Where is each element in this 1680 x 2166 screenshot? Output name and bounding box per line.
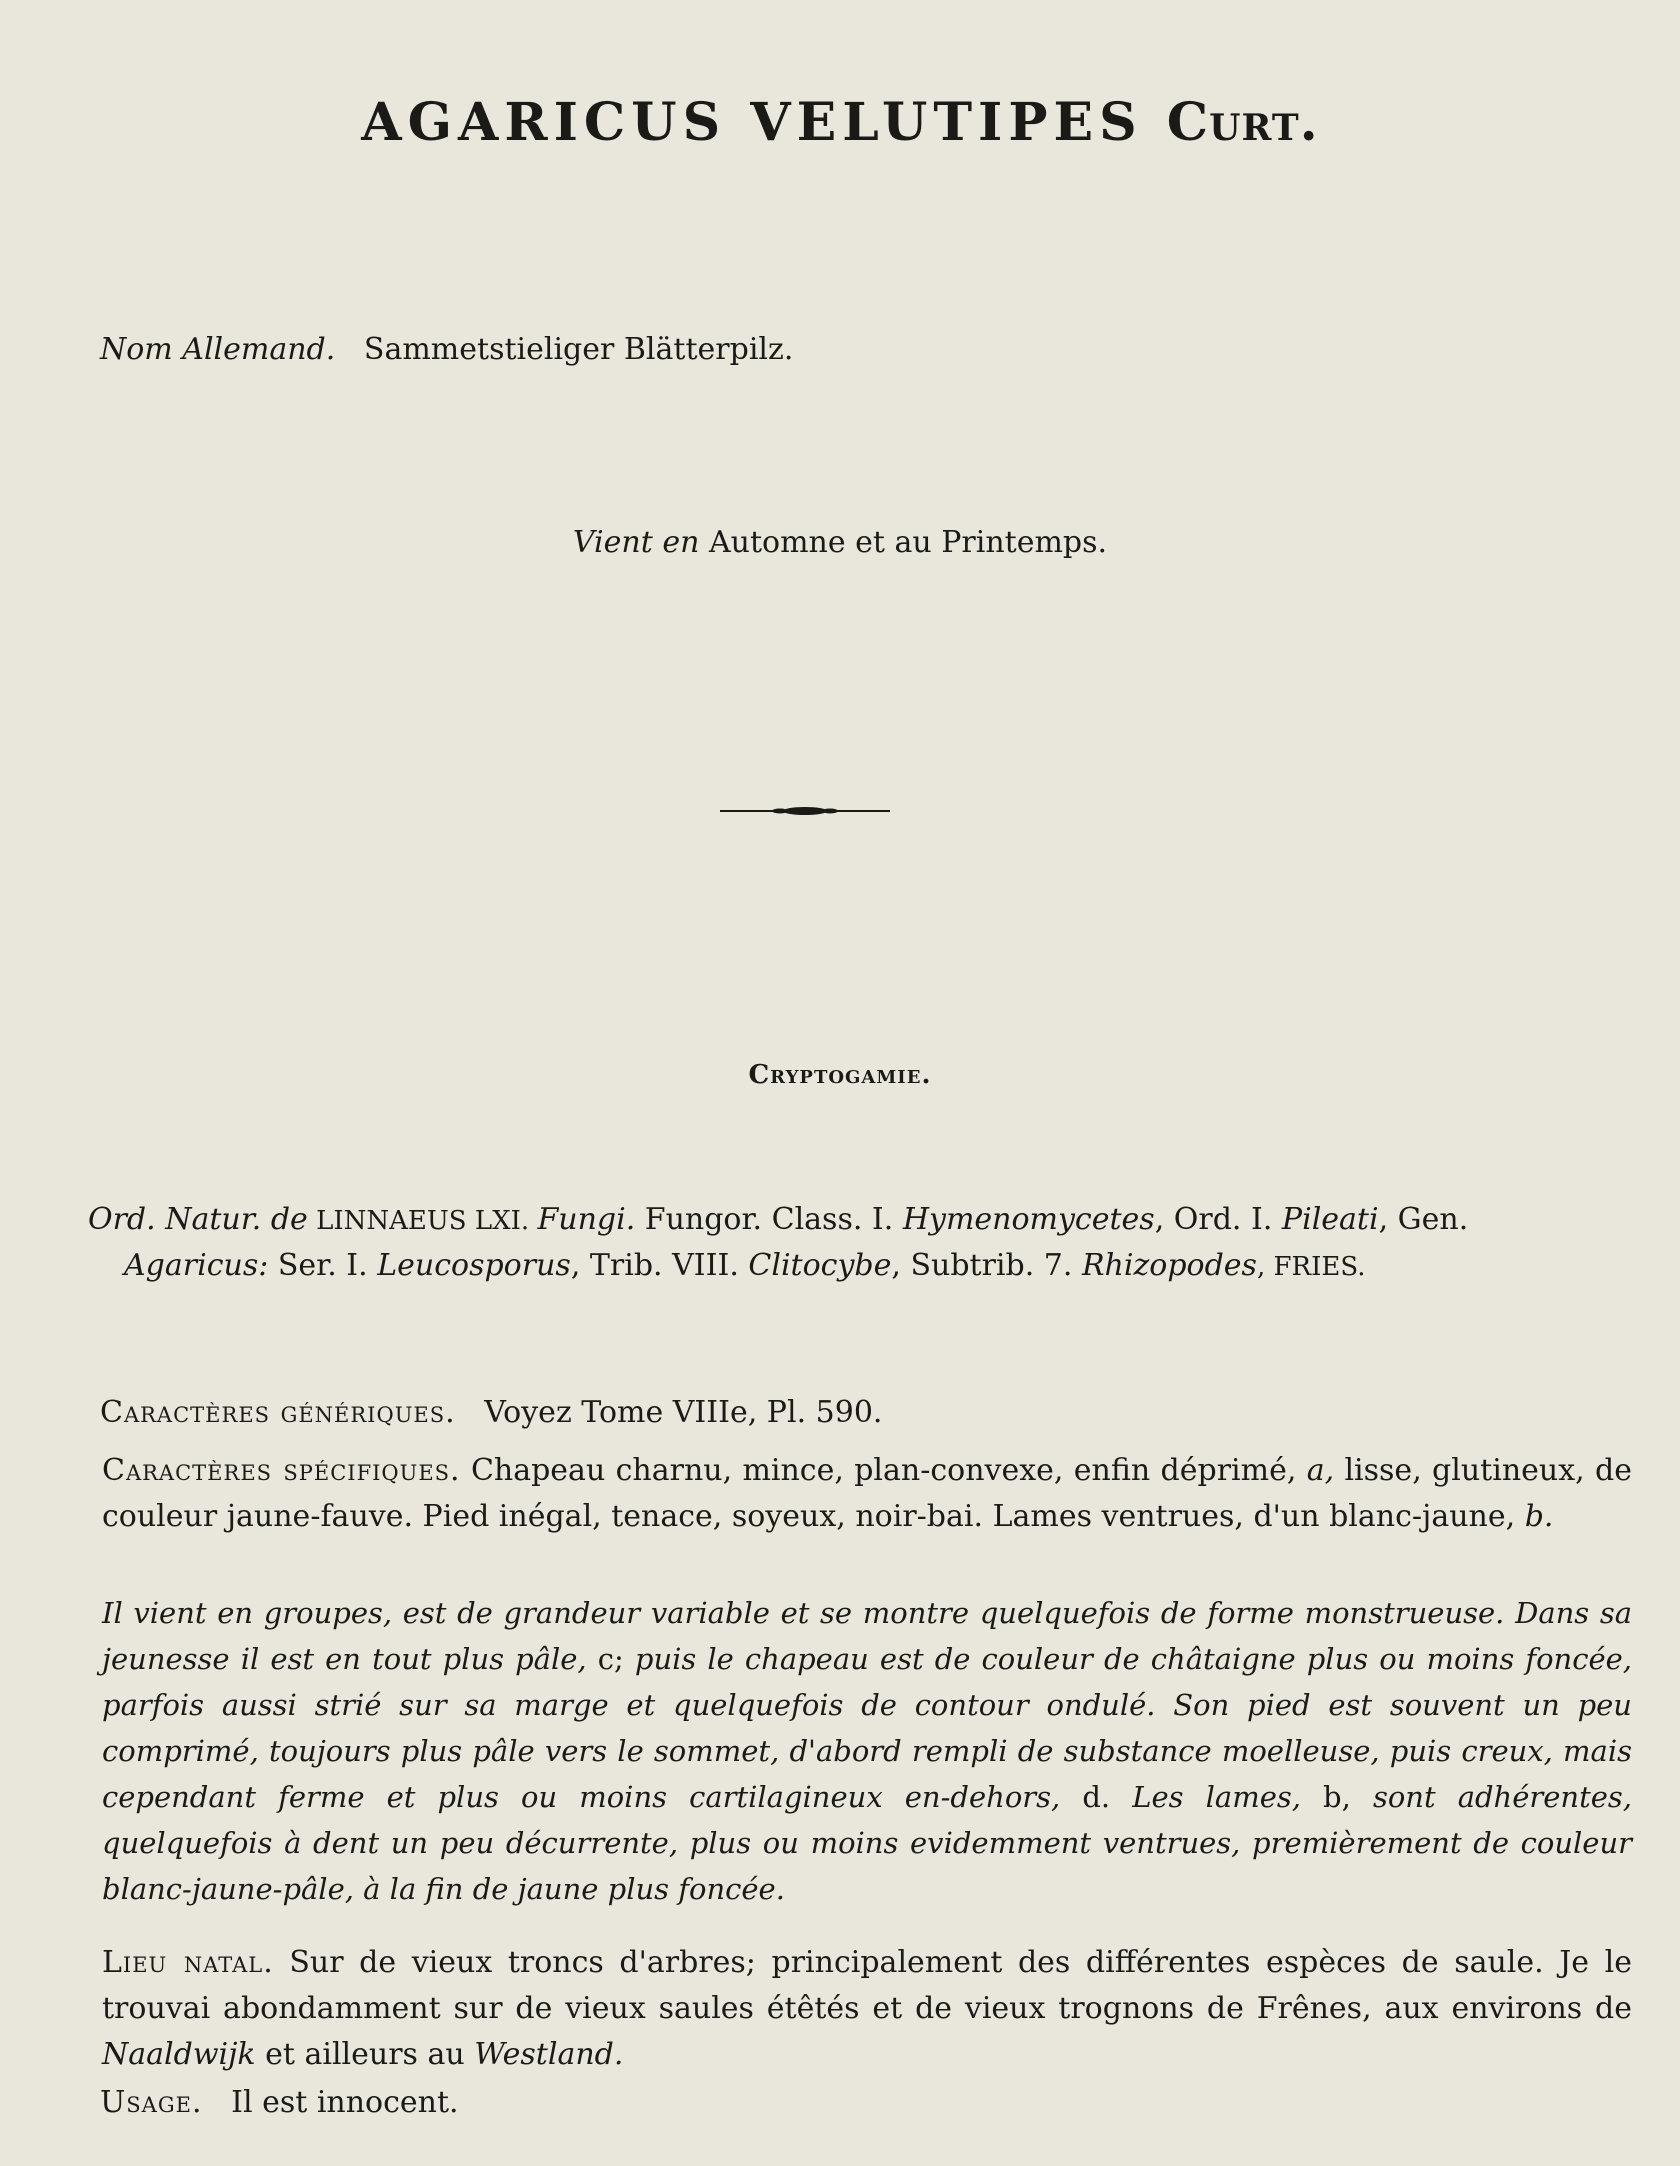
ornament-divider	[720, 802, 890, 820]
generic-characters-label: Caractères génériques.	[100, 1395, 456, 1430]
classification-line1-segment: Hymenomycetes	[902, 1202, 1155, 1237]
habitat-place-1: Naaldwijk	[102, 2037, 256, 2072]
figure-ref-c: c;	[597, 1642, 624, 1676]
specific-characters-text-1: Chapeau charnu, mince, plan-convexe, enfin déprimé,	[470, 1453, 1297, 1488]
section-heading: Cryptogamie.	[748, 1060, 932, 1090]
description-paragraph	[102, 1590, 1632, 1912]
classification-line2-segment: Ser. I.	[268, 1248, 378, 1283]
german-name-value: Sammetstieliger Blätterpilz.	[363, 332, 794, 367]
habitat-label: Lieu natal.	[102, 1945, 274, 1980]
specific-characters-text-2: lisse, glutineux, de couleur jaune-fauve. Pied inégal, tenace, soyeux, noir-bai. Lames ventrues, d'un blanc-jaune,	[102, 1453, 1632, 1534]
usage-text: Il est innocent.	[231, 2085, 459, 2120]
classification-line2-segment: , Subtrib. 7.	[891, 1248, 1082, 1283]
classification-line2-segment: Agaricus:	[124, 1248, 269, 1283]
season-line	[0, 525, 1680, 560]
habitat-text: Sur de vieux troncs d'arbres; principalement des différentes espèces de saule. Je le trouvai abondamment sur de vieux saules étêtés et de vieux trognons de Frênes, aux environs de	[102, 1945, 1633, 2026]
german-name-label: Nom Allemand.	[100, 332, 336, 367]
season-en: en	[662, 525, 700, 560]
classification-line1-segment: Fungor. Class. I.	[635, 1202, 903, 1237]
usage-label: Usage.	[100, 2085, 203, 2120]
habitat-place-2: Westland.	[474, 2037, 624, 2072]
description-p3b: sont adhérentes, quelquefois à dent un peu décurrente, plus ou moins evidemment ventrues, premièrement de couleur blanc-jaune-pâle, à la fin de jaune plus foncée.	[102, 1780, 1633, 1906]
classification-line1-segment: , Gen.	[1378, 1202, 1469, 1237]
description-p2b: puis le chapeau est de couleur de châtaigne plus ou moins foncée, parfois aussi strié sur sa marge et quelquefois de contour ondulé. Son pied est souvent un peu comprimé, toujours plus pâle vers le sommet, d'abord rempli de substance moelleuse, puis creux, mais cependant ferme et plus ou moins cartilagineux en-dehors,	[102, 1642, 1633, 1814]
page-title	[0, 92, 1680, 153]
classification-line2-segment: Rhizopodes	[1081, 1248, 1257, 1283]
description-p3a: Les lames,	[1132, 1780, 1301, 1814]
generic-characters-line	[100, 1395, 882, 1430]
classification-line2-segment: Leucosporus	[377, 1248, 571, 1283]
classification-line1-segment: Ord. Natur. de	[88, 1202, 308, 1237]
season-text: Automne et au Printemps.	[708, 525, 1108, 560]
figure-ref-b: b.	[1524, 1499, 1554, 1534]
classification-line-1	[88, 1202, 1468, 1237]
classification-line-2	[124, 1248, 1366, 1283]
title-author: Curt.	[1166, 92, 1319, 153]
title-species: AGARICUS VELUTIPES	[361, 92, 1143, 153]
classification-line2-segment: Clitocybe	[748, 1248, 892, 1283]
german-name-line	[100, 332, 793, 367]
habitat-mid: et ailleurs au	[265, 2037, 465, 2072]
description-p2a: Dans sa jeunesse il est en tout plus pâle,	[102, 1596, 1633, 1676]
season-vient: Vient	[572, 525, 653, 560]
description-p1: Il vient en groupes, est de grandeur variable et se montre quelquefois de forme monstrueuse.	[102, 1596, 1505, 1630]
habitat-paragraph	[102, 1940, 1632, 2078]
figure-ref-a: a,	[1306, 1453, 1335, 1488]
generic-characters-value: Voyez Tome VIIIe, Pl. 590.	[484, 1395, 883, 1430]
classification-line1-segment: Fungi.	[537, 1202, 636, 1237]
figure-ref-b2: b,	[1323, 1780, 1351, 1814]
classification-line1-segment: LINNAEUS LXI.	[307, 1206, 538, 1236]
classification-line2-segment: , FRIES.	[1256, 1252, 1366, 1282]
usage-line	[100, 2085, 459, 2120]
classification-line1-segment: , Ord. I.	[1154, 1202, 1282, 1237]
figure-ref-d: d.	[1082, 1780, 1111, 1814]
specific-characters-label: Caractères spécifiques.	[102, 1453, 461, 1488]
classification-line2-segment: , Trib. VIII.	[570, 1248, 749, 1283]
classification-line1-segment: Pileati	[1281, 1202, 1379, 1237]
specific-characters-paragraph	[102, 1448, 1632, 1540]
